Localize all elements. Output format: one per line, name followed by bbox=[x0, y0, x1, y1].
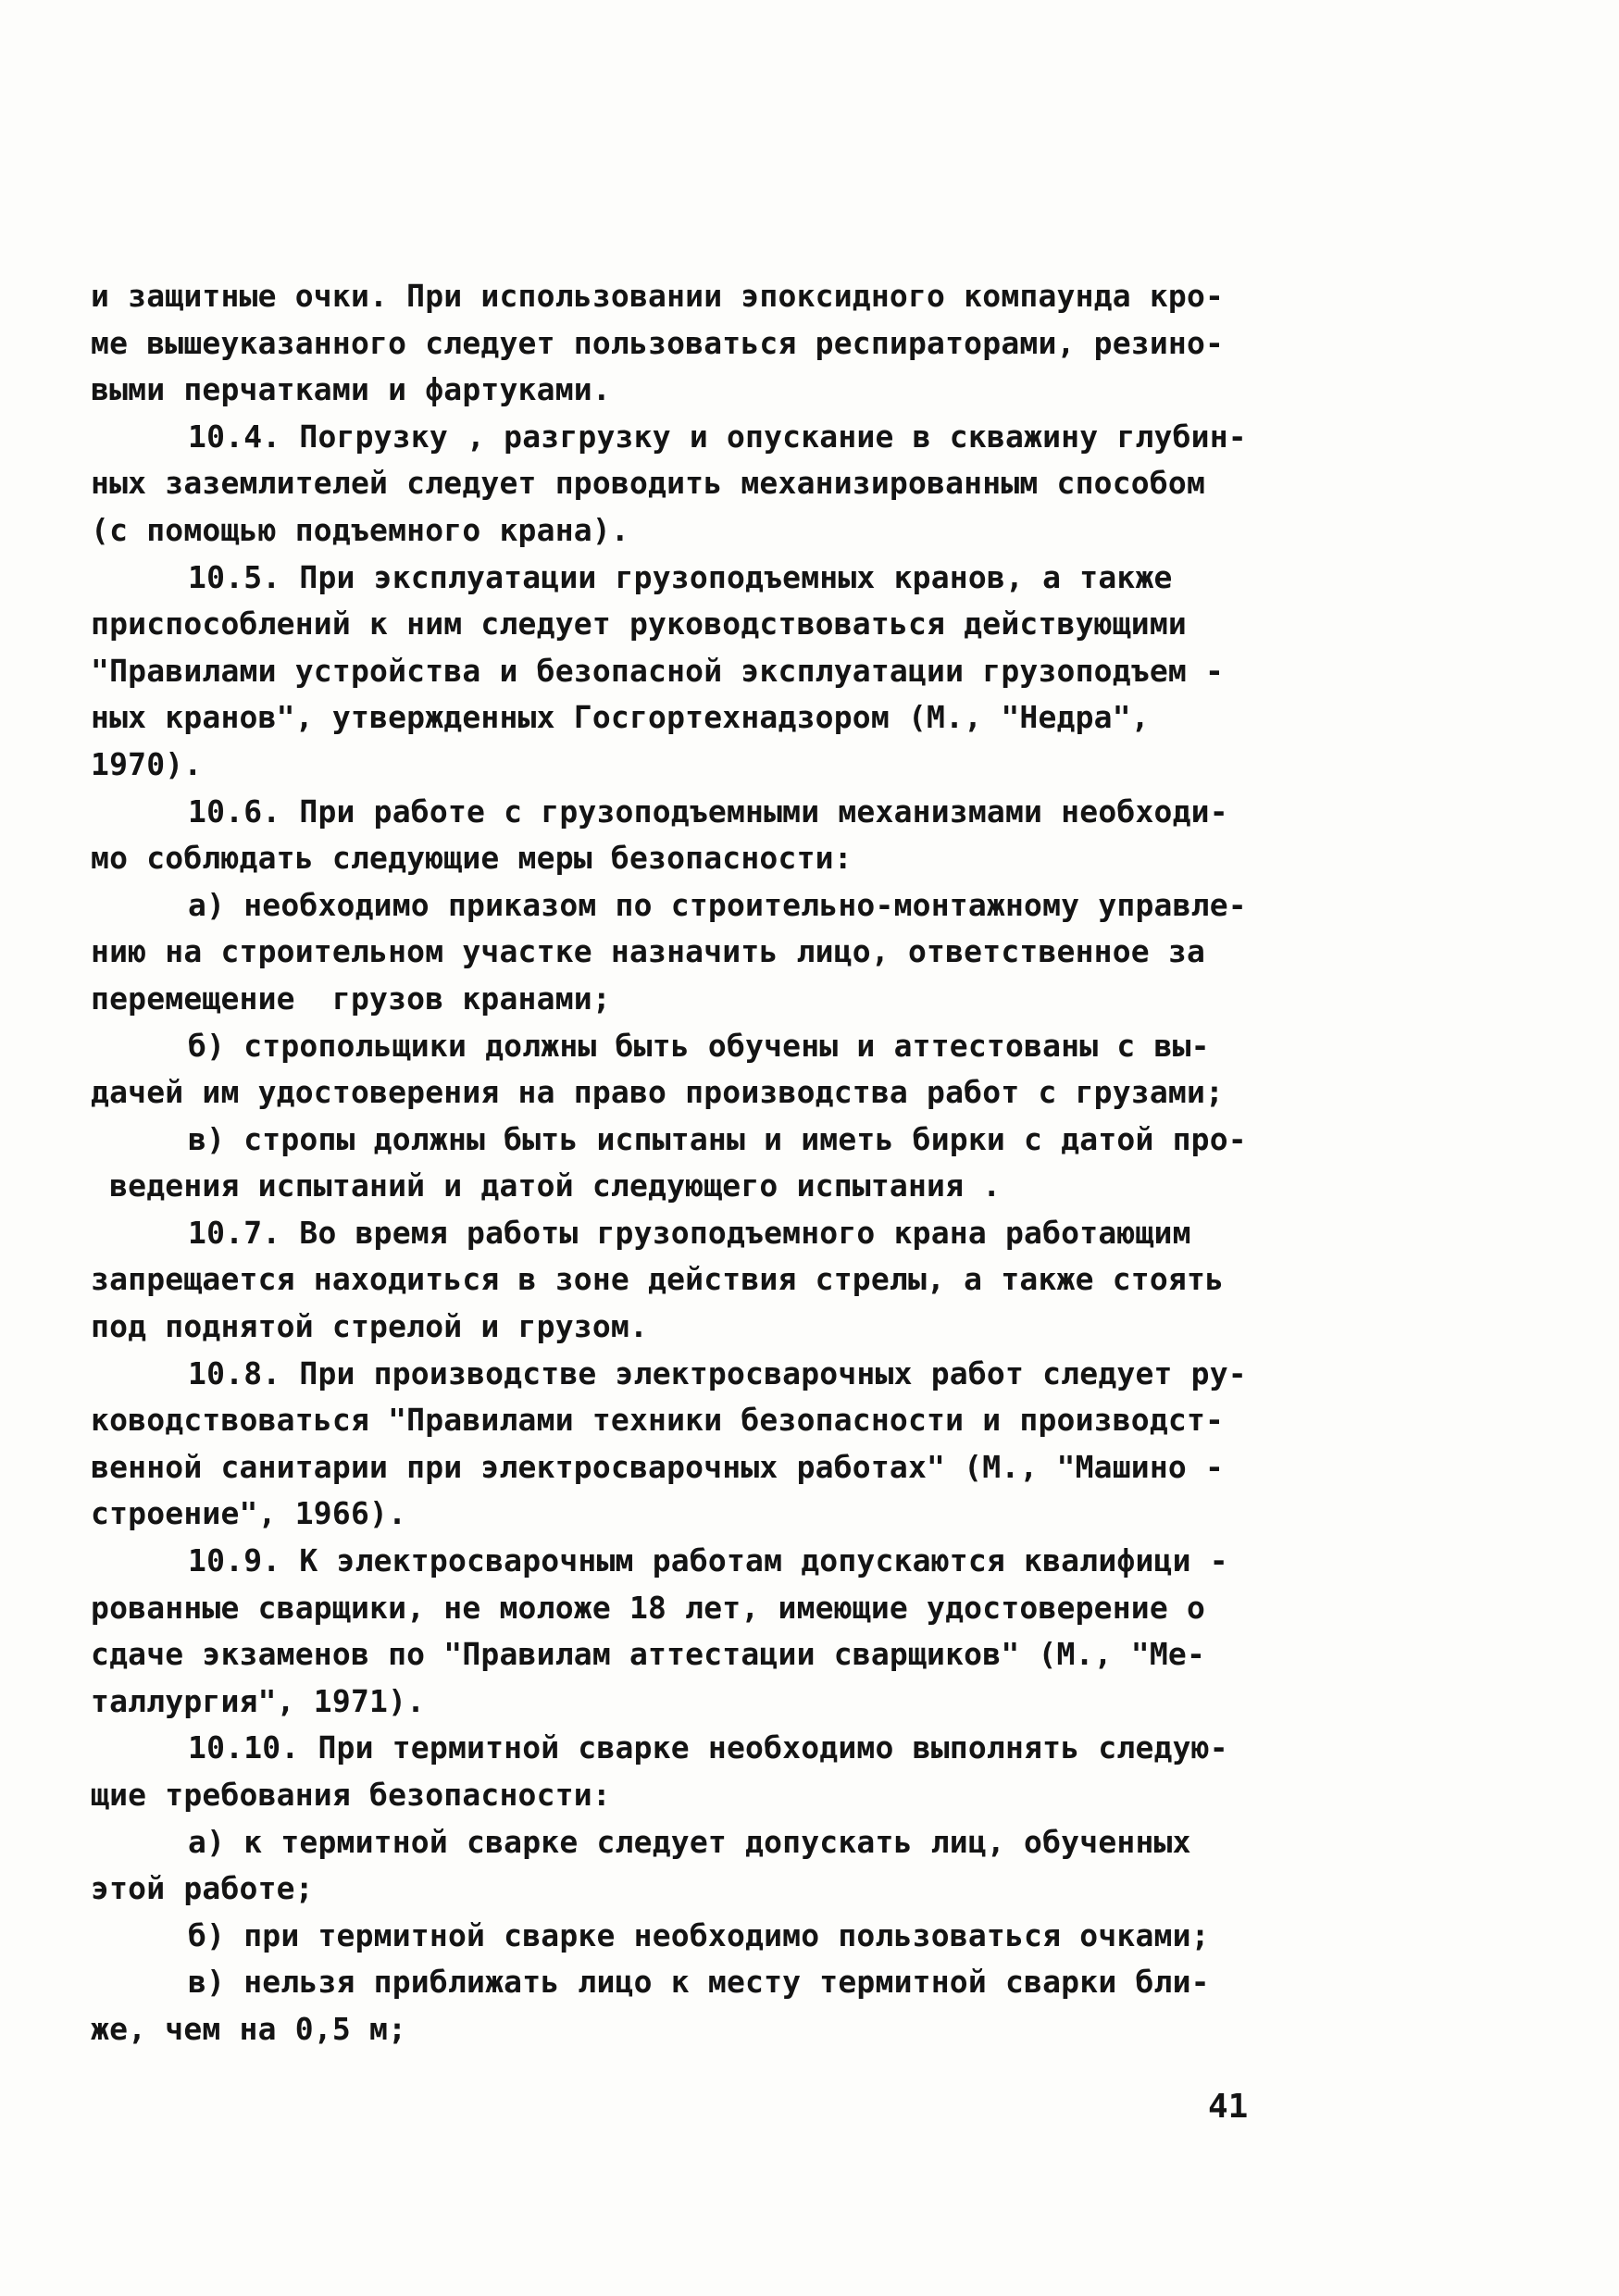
text-line: 10.5. При эксплуатации грузоподъемных кранов, а также bbox=[188, 558, 1173, 595]
text-line: 10.7. Во время работы грузоподъемного крана работающим bbox=[188, 1214, 1191, 1251]
text-line: б) стропольщики должны быть обучены и аттестованы с вы- bbox=[188, 1027, 1210, 1064]
page-number: 41 bbox=[1208, 2088, 1249, 2126]
text-line: б) при термитной сварке необходимо пользоваться очками; bbox=[188, 1916, 1210, 1953]
text-line: "Правилами устройства и безопасной эксплуатации грузоподъем - bbox=[91, 652, 1225, 689]
text-line: таллургия", 1971). bbox=[91, 1682, 426, 1719]
text-line: в) нельзя приближать лицо к месту термитной сварки бли- bbox=[188, 1964, 1210, 2001]
text-line: этой работе; bbox=[91, 1870, 314, 1907]
text-line: приспособлений к ним следует руководствоваться действующими bbox=[91, 605, 1187, 643]
text-line: ме вышеуказанного следует пользоваться респираторами, резино- bbox=[91, 324, 1225, 361]
text-line: же, чем на 0,5 м; bbox=[91, 2010, 407, 2047]
text-line: мо соблюдать следующие меры безопасности: bbox=[91, 840, 853, 877]
body-text bbox=[91, 273, 1285, 2053]
text-line: 10.6. При работе с грузоподъемными механизмами необходи- bbox=[188, 792, 1228, 830]
text-line: щие требования безопасности: bbox=[91, 1777, 611, 1813]
text-line: в) стропы должны быть испытаны и иметь бирки с датой про- bbox=[188, 1120, 1247, 1157]
text-line: ных кранов", утвержденных Госгортехнадзором (М., "Недра", bbox=[91, 699, 1150, 736]
text-line: сдаче экзаменов по "Правилам аттестации сварщиков" (М., "Ме- bbox=[91, 1636, 1206, 1673]
text-line: нию на строительном участке назначить лицо, ответственное за bbox=[91, 933, 1206, 970]
text-line: 1970). bbox=[91, 745, 203, 782]
text-line: ководствоваться "Правилами техники безопасности и производст- bbox=[91, 1402, 1225, 1439]
text-line: а) необходимо приказом по строительно-монтажному управле- bbox=[188, 886, 1247, 923]
text-line: дачей им удостоверения на право производства работ с грузами; bbox=[91, 1074, 1225, 1111]
text-line: 10.9. К электросварочным работам допускаются квалифици - bbox=[188, 1542, 1228, 1579]
text-line: 10.8. При производстве электросварочных работ следует ру- bbox=[188, 1354, 1247, 1391]
text-line: венной санитарии при электросварочных работах" (М., "Машино - bbox=[91, 1448, 1225, 1485]
text-line: рованные сварщики, не моложе 18 лет, имеющие удостоверение о bbox=[91, 1589, 1206, 1626]
text-line: 10.4. Погрузку , разгрузку и опускание в скважину глубин- bbox=[188, 418, 1247, 455]
text-line: (с помощью подъемного крана). bbox=[91, 511, 629, 548]
text-line: строение", 1966). bbox=[91, 1495, 407, 1532]
text-line: под поднятой стрелой и грузом. bbox=[91, 1308, 649, 1345]
text-line: выми перчатками и фартуками. bbox=[91, 371, 611, 408]
text-line: ведения испытаний и датой следующего испытания . bbox=[91, 1167, 1002, 1204]
text-line: запрещается находиться в зоне действия стрелы, а также стоять bbox=[91, 1261, 1225, 1298]
text-line: перемещение грузов кранами; bbox=[91, 980, 611, 1017]
text-line: ных заземлителей следует проводить механизированным способом bbox=[91, 465, 1206, 502]
text-line: а) к термитной сварке следует допускать лиц, обученных bbox=[188, 1823, 1191, 1860]
text-line: и защитные очки. При использовании эпоксидного компаунда кро- bbox=[91, 278, 1225, 314]
text-line: 10.10. При термитной сварке необходимо выполнять следую- bbox=[188, 1729, 1228, 1766]
